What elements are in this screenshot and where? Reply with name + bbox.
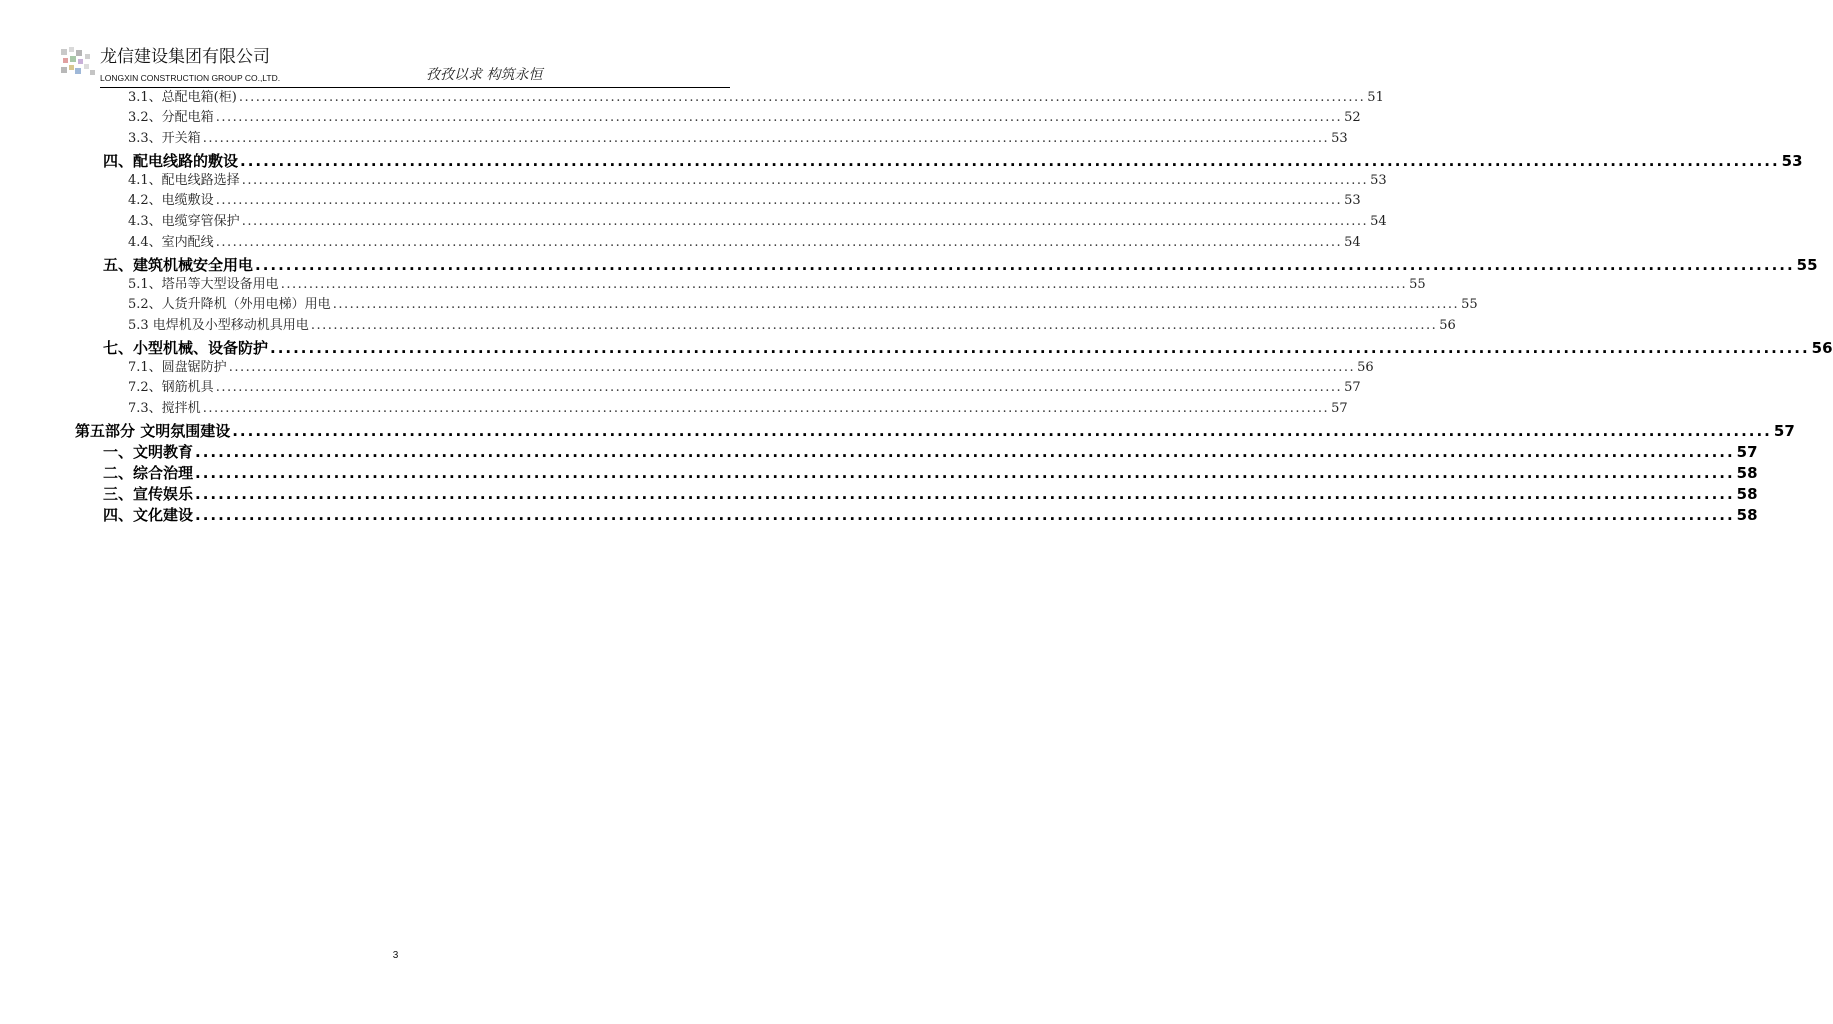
toc-entry-title: 五、建筑机械安全用电 xyxy=(103,256,254,274)
toc-entry-title: 5.2、人货升降机（外用电梯）用电 xyxy=(128,297,331,312)
toc-entry-page: 55 xyxy=(1461,297,1478,312)
toc-entry-page: 57 xyxy=(1736,443,1758,461)
toc-entry[interactable] xyxy=(103,337,1833,359)
toc-dot-leader: ........................................................................................................................................................................................................ xyxy=(332,297,1460,312)
toc-entry-page: 58 xyxy=(1736,485,1758,503)
toc-entry-title: 4.1、配电线路选择 xyxy=(128,173,240,188)
toc-dot-leader: ........................................................................................................................................................................................................ xyxy=(215,235,1343,250)
toc-entry-page: 54 xyxy=(1370,214,1387,229)
toc-dot-leader: ........................................................................................................................................................................................................ xyxy=(228,360,1356,375)
toc-entry-page: 54 xyxy=(1344,235,1361,250)
toc-entry[interactable] xyxy=(128,233,1361,253)
toc-entry-page: 53 xyxy=(1781,152,1803,170)
toc-entry[interactable] xyxy=(128,212,1387,232)
toc-dot-leader: ........................................................................................................................................................................................................ xyxy=(280,277,1408,292)
toc-entry-page: 57 xyxy=(1331,401,1348,416)
toc-entry-page: 52 xyxy=(1344,110,1361,125)
toc-entry-title: 7.3、搅拌机 xyxy=(128,401,201,416)
toc-entry-title: 四、文化建设 xyxy=(103,506,194,524)
toc-entry-title: 二、综合治理 xyxy=(103,464,194,482)
toc-entry-title: 七、小型机械、设备防护 xyxy=(103,339,269,357)
toc-entry-title: 一、文明教育 xyxy=(103,443,194,461)
toc-entry-page: 57 xyxy=(1773,422,1795,440)
toc-entry-title: 7.1、圆盘锯防护 xyxy=(128,360,227,375)
toc-entry-page: 55 xyxy=(1409,277,1426,292)
toc-dot-leader: ........................................................................................................................................................................................................ xyxy=(270,339,1810,357)
toc-dot-leader: ........................................................................................................................................................................................................ xyxy=(195,443,1735,461)
toc-dot-leader: ........................................................................................................................................................................................................ xyxy=(215,110,1343,125)
toc-entry[interactable] xyxy=(128,191,1361,211)
toc-entry-page: 57 xyxy=(1344,380,1361,395)
toc-dot-leader: ........................................................................................................................................................................................................ xyxy=(195,485,1735,503)
toc-entry[interactable] xyxy=(128,88,1384,108)
toc-entry[interactable] xyxy=(128,378,1361,398)
toc-entry-title: 5.1、塔吊等大型设备用电 xyxy=(128,277,279,292)
toc-dot-leader: ........................................................................................................................................................................................................ xyxy=(215,193,1343,208)
toc-dot-leader: ........................................................................................................................................................................................................ xyxy=(202,401,1330,416)
toc-entry-page: 58 xyxy=(1736,464,1758,482)
toc-dot-leader: ........................................................................................................................................................................................................ xyxy=(195,506,1735,524)
toc-entry-title: 四、配电线路的敷设 xyxy=(103,152,239,170)
toc-entry-title: 7.2、钢筋机具 xyxy=(128,380,214,395)
toc-dot-leader: ........................................................................................................................................................................................................ xyxy=(255,256,1795,274)
toc-entry-page: 51 xyxy=(1367,90,1384,105)
toc-entry[interactable] xyxy=(128,108,1361,128)
company-logo xyxy=(60,46,98,78)
toc-dot-leader: ........................................................................................................................................................................................................ xyxy=(310,318,1438,333)
toc-dot-leader: ........................................................................................................................................................................................................ xyxy=(238,90,1366,105)
toc-entry-page: 56 xyxy=(1439,318,1456,333)
toc-entry[interactable] xyxy=(128,295,1478,315)
toc-entry[interactable] xyxy=(128,275,1426,295)
toc-entry-page: 58 xyxy=(1736,506,1758,524)
toc-entry[interactable] xyxy=(103,462,1758,484)
toc-dot-leader: ........................................................................................................................................................................................................ xyxy=(195,464,1735,482)
company-name-cn: 龙信建设集团有限公司 xyxy=(100,47,270,67)
toc-entry-title: 三、宣传娱乐 xyxy=(103,485,194,503)
toc-entry-page: 56 xyxy=(1811,339,1833,357)
toc-entry-page: 53 xyxy=(1344,193,1361,208)
toc-entry-page: 53 xyxy=(1331,131,1348,146)
toc-entry[interactable] xyxy=(75,420,1795,442)
toc-entry[interactable] xyxy=(103,441,1758,463)
toc-entry[interactable] xyxy=(128,358,1374,378)
toc-entry[interactable] xyxy=(103,504,1758,526)
toc-entry-page: 53 xyxy=(1370,173,1387,188)
company-slogan: 孜孜以求 构筑永恒 xyxy=(426,67,543,83)
toc-entry[interactable] xyxy=(103,254,1818,276)
toc-dot-leader: ........................................................................................................................................................................................................ xyxy=(215,380,1343,395)
toc-entry[interactable] xyxy=(103,150,1803,172)
toc-dot-leader: ........................................................................................................................................................................................................ xyxy=(241,214,1369,229)
toc-dot-leader: ........................................................................................................................................................................................................ xyxy=(202,131,1330,146)
toc-entry-page: 55 xyxy=(1796,256,1818,274)
toc-entry[interactable] xyxy=(128,316,1456,336)
page-header xyxy=(60,44,730,90)
toc-entry-title: 4.3、电缆穿管保护 xyxy=(128,214,240,229)
toc-entry[interactable] xyxy=(128,171,1387,191)
toc-entry-title: 4.2、电缆敷设 xyxy=(128,193,214,208)
toc-entry-title: 3.2、分配电箱 xyxy=(128,110,214,125)
company-name-en: LONGXIN CONSTRUCTION GROUP CO.,LTD. xyxy=(100,73,281,83)
toc-entry-title: 5.3 电焊机及小型移动机具用电 xyxy=(128,318,309,333)
toc-entry-title: 第五部分 文明氛围建设 xyxy=(75,422,231,440)
toc-entry[interactable] xyxy=(128,399,1348,419)
toc-entry-title: 4.4、室内配线 xyxy=(128,235,214,250)
toc-dot-leader: ........................................................................................................................................................................................................ xyxy=(232,422,1772,440)
page-number: 3 xyxy=(392,950,399,961)
toc-entry-title: 3.1、总配电箱(柜) xyxy=(128,90,237,105)
toc-dot-leader: ........................................................................................................................................................................................................ xyxy=(241,173,1369,188)
toc-entry-page: 56 xyxy=(1357,360,1374,375)
toc-entry[interactable] xyxy=(103,483,1758,505)
toc-entry[interactable] xyxy=(128,129,1348,149)
toc-dot-leader: ........................................................................................................................................................................................................ xyxy=(240,152,1780,170)
toc-entry-title: 3.3、开关箱 xyxy=(128,131,201,146)
